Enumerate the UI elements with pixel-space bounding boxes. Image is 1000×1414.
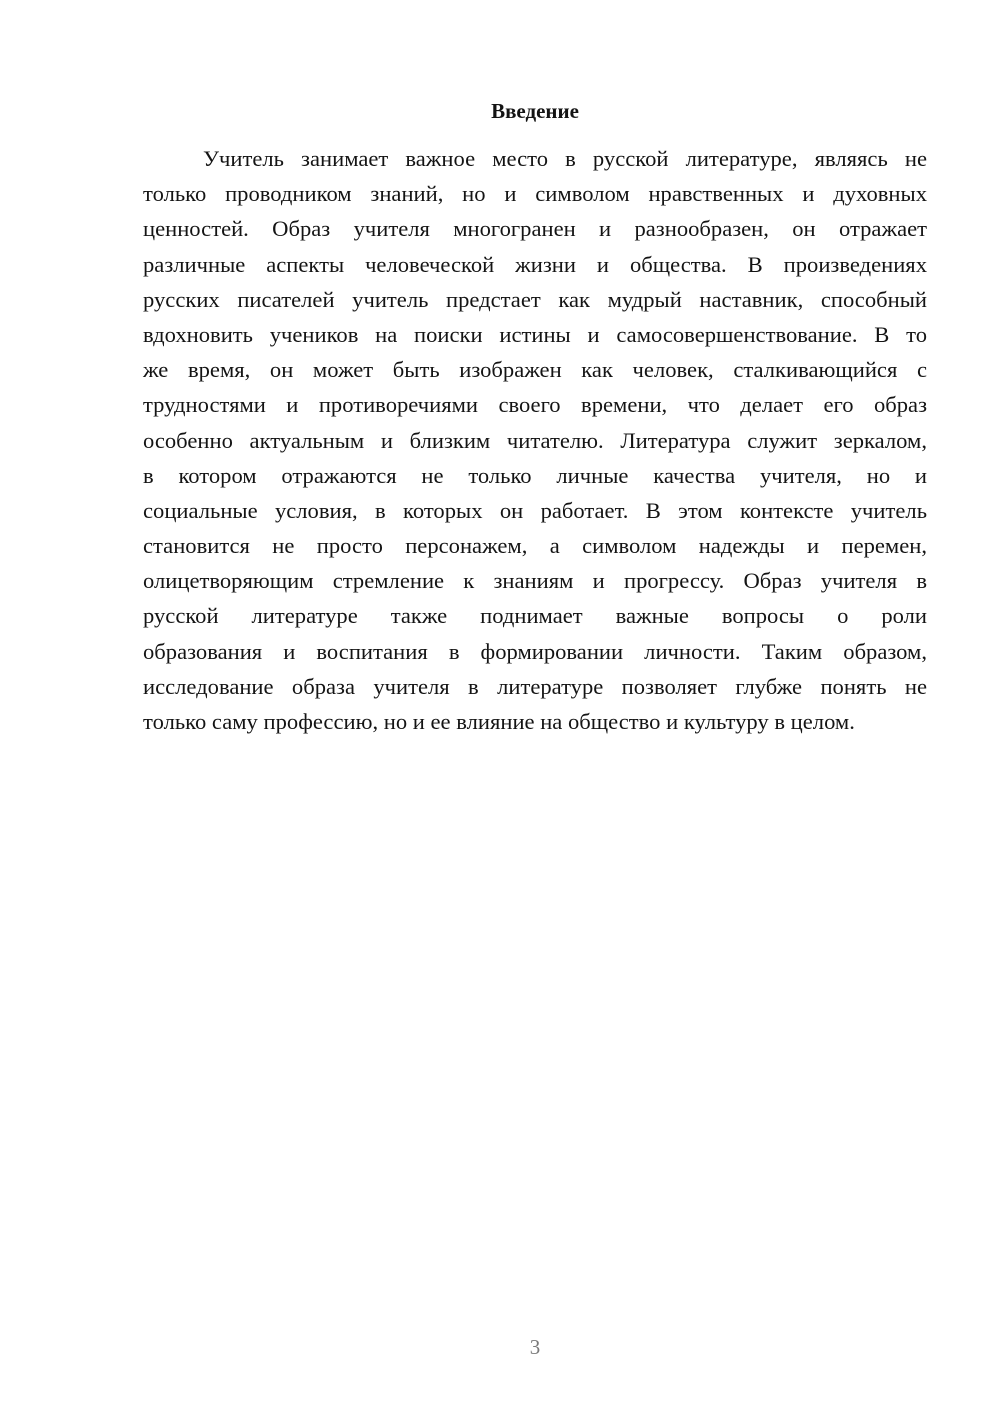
paragraph-line: различные аспекты человеческой жизни и общества. В произведениях bbox=[143, 251, 927, 277]
section-heading: Введение bbox=[491, 99, 579, 123]
paragraph-line: только проводником знаний, но и символом нравственных и духовных bbox=[143, 181, 927, 207]
paragraph-line: социальные условия, в которых он работает. В этом контексте учитель bbox=[143, 497, 927, 523]
paragraph-line: только саму профессию, но и ее влияние на общество и культуру в целом. bbox=[143, 709, 855, 734]
paragraph-line: же время, он может быть изображен как человек, сталкивающийся с bbox=[143, 357, 927, 383]
page-number: 3 bbox=[529, 1335, 541, 1359]
paragraph-line: русской литературе также поднимает важные вопросы о роли bbox=[143, 603, 927, 629]
paragraph-line: ценностей. Образ учителя многогранен и разнообразен, он отражает bbox=[143, 216, 927, 242]
paragraph-line: исследование образа учителя в литературе позволяет глубже понять не bbox=[143, 673, 927, 699]
paragraph-line: Учитель занимает важное место в русской литературе, являясь не bbox=[203, 146, 927, 171]
body-paragraph bbox=[143, 141, 927, 739]
paragraph-line: русских писателей учитель предстает как мудрый наставник, способный bbox=[143, 286, 927, 312]
paragraph-line: особенно актуальным и близким читателю. Литература служит зеркалом, bbox=[143, 427, 927, 453]
paragraph-line: олицетворяющим стремление к знаниям и прогрессу. Образ учителя в bbox=[143, 568, 927, 594]
paragraph-line: вдохновить учеников на поиски истины и самосовершенствование. В то bbox=[143, 321, 927, 347]
paragraph-line: становится не просто персонажем, а символом надежды и перемен, bbox=[143, 533, 927, 559]
paragraph-line: трудностями и противоречиями своего времени, что делает его образ bbox=[143, 392, 927, 418]
paragraph-line: в котором отражаются не только личные качества учителя, но и bbox=[143, 462, 927, 488]
paragraph-line: образования и воспитания в формировании личности. Таким образом, bbox=[143, 638, 927, 664]
